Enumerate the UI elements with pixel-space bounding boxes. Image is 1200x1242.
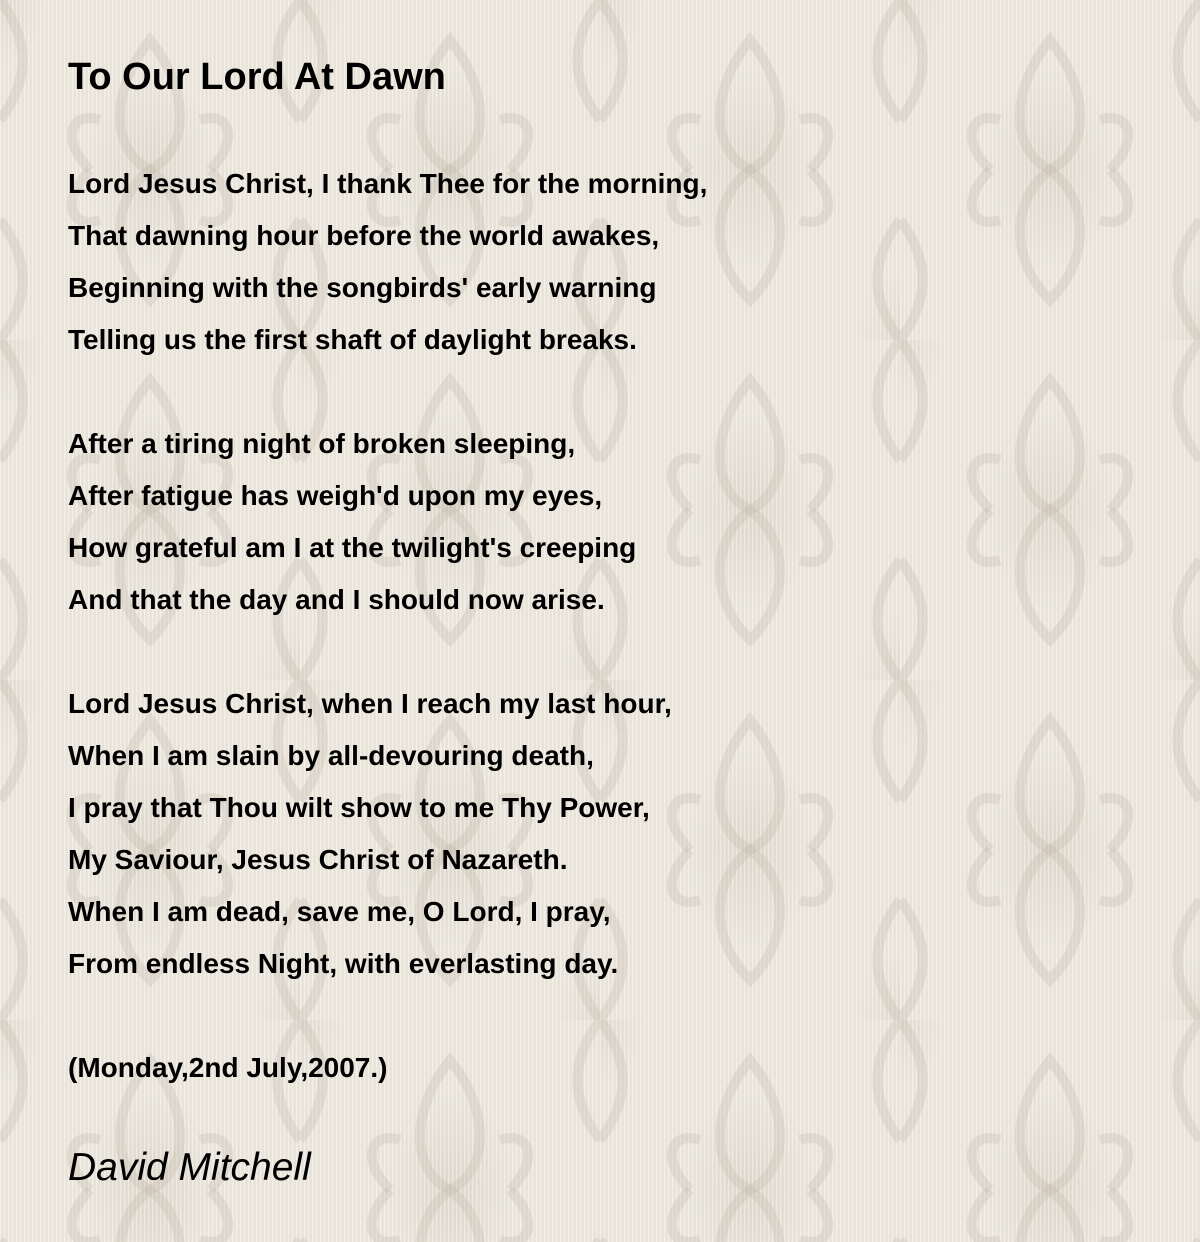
poem-line: That dawning hour before the world awakes, [68,220,660,251]
poem-line: Telling us the first shaft of daylight breaks. [68,324,637,355]
poem-title: To Our Lord At Dawn [68,56,446,98]
poem-line: When I am slain by all-devouring death, [68,740,594,771]
poem-line: And that the day and I should now arise. [68,584,605,615]
poem-line: Lord Jesus Christ, when I reach my last hour, [68,688,672,719]
poem-line: Lord Jesus Christ, I thank Thee for the morning, [68,168,708,199]
poem-line: When I am dead, save me, O Lord, I pray, [68,896,611,927]
stanza-3 [68,678,1148,990]
poem-date: (Monday,2nd July,2007.) [68,1052,388,1083]
stanza-2 [68,418,1148,626]
poem-author: David Mitchell [68,1146,311,1189]
poem-container [68,52,1148,1194]
poem-line: My Saviour, Jesus Christ of Nazareth. [68,844,568,875]
poem-line: After a tiring night of broken sleeping, [68,428,576,459]
poem-line: How grateful am I at the twilight's creeping [68,532,637,563]
poem-line: I pray that Thou wilt show to me Thy Power, [68,792,650,823]
poem-line: After fatigue has weigh'd upon my eyes, [68,480,603,511]
stanza-1 [68,158,1148,366]
poem-line: From endless Night, with everlasting day. [68,948,619,979]
poem-line: Beginning with the songbirds' early warning [68,272,657,303]
